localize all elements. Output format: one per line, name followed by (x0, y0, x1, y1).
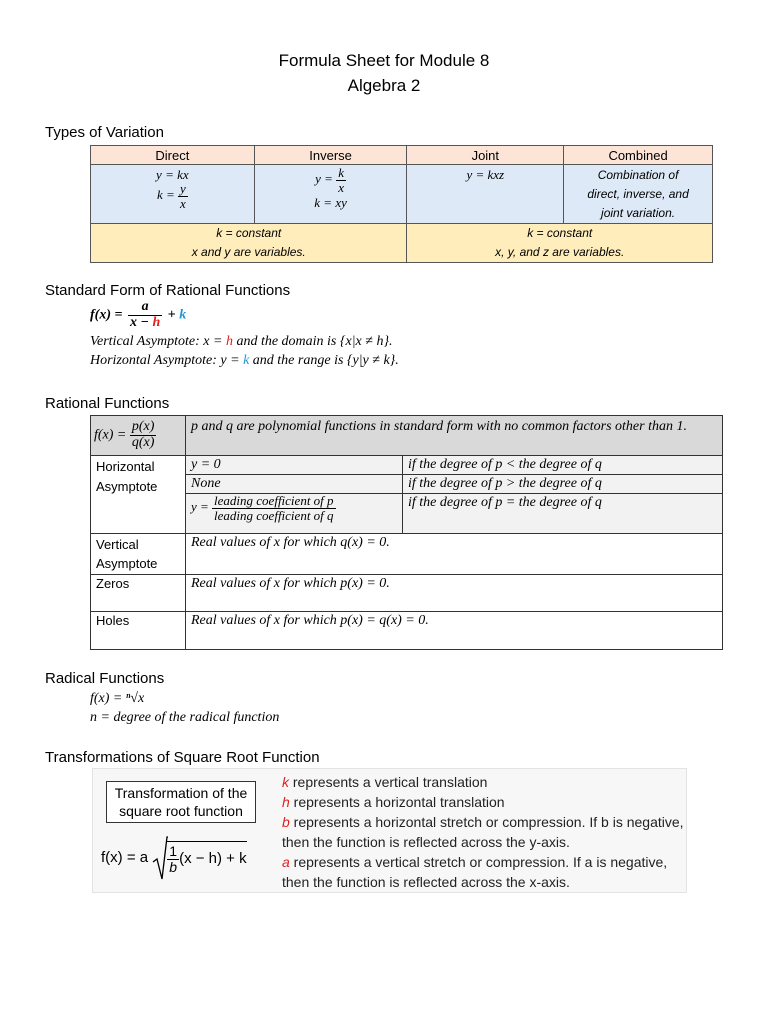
page-title: Formula Sheet for Module 8 (278, 51, 490, 70)
standard-k: k (179, 307, 187, 323)
ha-value-3 (186, 494, 403, 534)
zeros-row (91, 575, 723, 612)
footer-right-line1: k = constant (527, 226, 593, 240)
transform-formula (101, 835, 247, 881)
ha-value-3-den: leading coefficient of q (214, 507, 334, 523)
variation-footer-row (91, 224, 713, 263)
va-label-cell (91, 534, 186, 575)
rational-definition: p and q are polynomial functions in standard form with no common factors other than 1. (186, 416, 723, 456)
transform-k-line (282, 772, 687, 792)
combined-cell (564, 165, 713, 224)
transform-b-letter: b (282, 814, 290, 830)
standard-heading: Standard Form of Rational Functions (45, 282, 291, 299)
variation-table (90, 145, 713, 263)
horizontal-asymptote-line (90, 353, 399, 369)
direct-eq2 (91, 182, 254, 210)
radical-sign-icon (152, 835, 168, 881)
joint-eq: y = kxz (466, 167, 505, 182)
ha-row-3 (91, 494, 723, 534)
footer-right (407, 224, 713, 263)
transform-b-line (282, 812, 687, 852)
va-pre: Vertical Asymptote: x = (90, 334, 223, 349)
transform-label-2: square root function (119, 803, 243, 819)
va-post: and the domain is {x|x ≠ h}. (236, 334, 393, 349)
transform-description (282, 772, 687, 892)
holes-value: Real values of x for which p(x) = q(x) = 0. (186, 612, 723, 650)
direct-eq2-num: y (179, 181, 186, 196)
inverse-cell (254, 165, 407, 224)
transform-h-line (282, 792, 687, 812)
direct-eq1: y = kx (156, 167, 189, 182)
combined-text-3: joint variation. (601, 206, 676, 220)
ha-condition-1: if the degree of p < the degree of q (403, 456, 723, 475)
ha-label-cell (91, 456, 186, 534)
ha-post: and the range is {y|y ≠ k}. (252, 353, 399, 368)
transform-formula-inner: (x − h) + k (179, 850, 247, 868)
transform-h-letter: h (282, 794, 290, 810)
ha-condition-2: if the degree of p > the degree of q (403, 475, 723, 494)
va-label-2: Asymptote (96, 556, 158, 571)
ha-value-1: y = 0 (186, 456, 403, 475)
transform-h-text: represents a horizontal translation (289, 794, 505, 810)
ha-value-3-left: y = (191, 499, 209, 515)
radical-eq: f(x) = ⁿ√x (90, 691, 145, 706)
ha-label-1: Horizontal (96, 459, 155, 474)
inverse-eq1-den: x (338, 179, 344, 195)
rational-def-row (91, 416, 723, 456)
ha-value-2: None (186, 475, 403, 494)
rational-fx-den: q(x) (131, 435, 155, 450)
va-row (91, 534, 723, 575)
inverse-eq1-num: k (338, 165, 344, 180)
direct-eq2-left: k = (156, 187, 175, 203)
transform-figure (92, 768, 687, 893)
rational-fx-left: f(x) = (94, 427, 127, 443)
holes-label: Holes (91, 612, 186, 650)
transform-formula-den: b (169, 859, 178, 875)
standard-den-h: h (152, 314, 161, 330)
transform-b-text: represents a horizontal stretch or compression. If b is negative, then the function is reflected across the y-axis. (282, 814, 684, 850)
variation-heading: Types of Variation (45, 124, 164, 141)
footer-left (91, 224, 407, 263)
ha-condition-3: if the degree of p = the degree of q (403, 494, 723, 534)
ha-row-2 (91, 475, 723, 494)
zeros-label: Zeros (91, 575, 186, 612)
standard-plus: + (167, 307, 176, 323)
combined-text-2: direct, inverse, and (587, 187, 689, 201)
rational-table (90, 415, 723, 650)
transform-formula-left: f(x) = a (101, 848, 149, 866)
va-label-1: Vertical (96, 537, 139, 552)
ha-row-1 (91, 456, 723, 475)
inverse-eq2: k = xy (314, 195, 347, 211)
ha-value-3-num: leading coefficient of p (214, 493, 334, 508)
rational-heading: Rational Functions (45, 395, 170, 412)
ha-k: k (243, 353, 250, 368)
combined-text-1: Combination of (597, 168, 679, 182)
page-subtitle: Algebra 2 (347, 76, 421, 95)
transform-a-letter: a (282, 854, 290, 870)
header-combined: Combined (564, 146, 713, 165)
inverse-eq1 (255, 166, 407, 194)
standard-fx: f(x) = (90, 307, 123, 323)
joint-cell (407, 165, 564, 224)
direct-eq2-den: x (179, 195, 186, 211)
direct-cell (91, 165, 255, 224)
transform-heading: Transformations of Square Root Function (45, 749, 320, 766)
ha-label-2: Asymptote (96, 479, 158, 494)
zeros-value: Real values of x for which p(x) = 0. (186, 575, 723, 612)
standard-num: a (128, 300, 162, 316)
transform-a-text: represents a vertical stretch or compression. If a is negative, then the function is reflected across the x-axis. (282, 854, 668, 890)
transform-a-line (282, 852, 687, 892)
footer-left-line2: x and y are variables. (191, 245, 306, 259)
transform-k-letter: k (282, 774, 289, 790)
va-value: Real values of x for which q(x) = 0. (186, 534, 723, 575)
vertical-asymptote-line (90, 334, 393, 350)
transform-k-text: represents a vertical translation (289, 774, 488, 790)
variation-body-row (91, 165, 713, 224)
holes-row (91, 612, 723, 650)
footer-right-line2: x, y, and z are variables. (495, 245, 625, 259)
inverse-eq1-left: y = (315, 171, 333, 187)
header-direct: Direct (91, 146, 255, 165)
radical-heading: Radical Functions (45, 670, 165, 687)
standard-formula (90, 300, 186, 330)
standard-den-x: x − (129, 314, 149, 330)
header-inverse: Inverse (254, 146, 407, 165)
rational-fx-cell (91, 416, 186, 456)
variation-header-row (91, 146, 713, 165)
footer-left-line1: k = constant (216, 226, 282, 240)
radical-desc: n = degree of the radical function (90, 710, 280, 725)
transform-formula-num: 1 (169, 843, 178, 860)
rational-fx-num: p(x) (131, 419, 155, 435)
transform-label-box (106, 781, 256, 823)
header-joint: Joint (407, 146, 564, 165)
va-h: h (225, 334, 233, 349)
transform-label-1: Transformation of the (114, 785, 248, 801)
ha-pre: Horizontal Asymptote: y = (90, 353, 240, 368)
